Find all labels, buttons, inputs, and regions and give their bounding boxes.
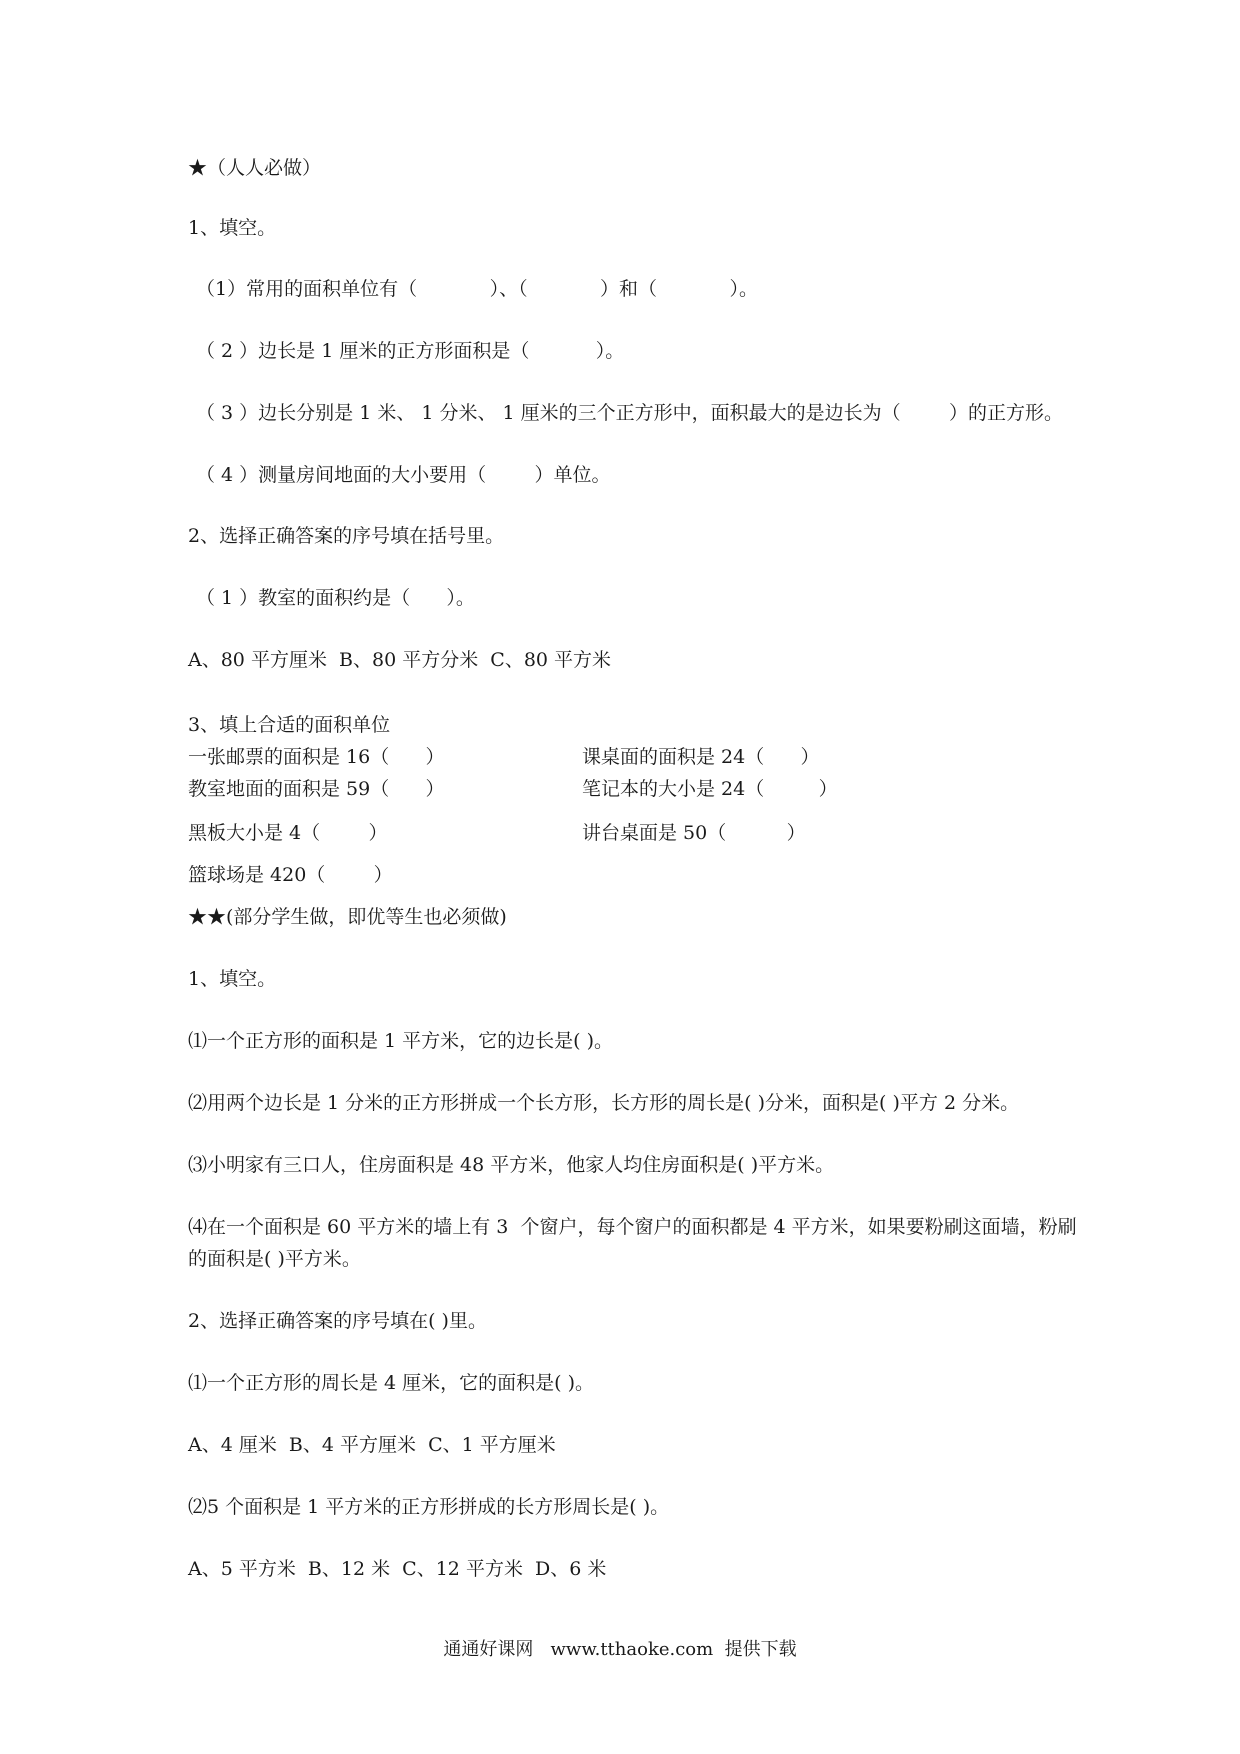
section2-q2-item-1: ⑴一个正方形的周长是 4 厘米，它的面积是( )。 <box>188 1372 595 1394</box>
section2-q1-item-4: ⑷在一个面积是 60 平方米的墙上有 3 个窗户，每个窗户的面积都是 4 平方米，如果要粉刷这面墙，粉刷 <box>188 1216 1077 1238</box>
section2-q1-item-3: ⑶小明家有三口人，住房面积是 48 平方米，他家人均住房面积是( )平方米。 <box>188 1154 835 1176</box>
section1-q3-right-3: 讲台桌面是 50（ ） <box>582 822 806 844</box>
section1-q3-left-1: 一张邮票的面积是 16（ ） <box>188 746 445 768</box>
section1-q1-title: 1、填空。 <box>188 217 277 239</box>
section2-q1-item-1: ⑴一个正方形的面积是 1 平方米，它的边长是( )。 <box>188 1030 614 1052</box>
section2-header: ★★(部分学生做，即优等生也必须做) <box>188 906 507 928</box>
section1-q2-title: 2、选择正确答案的序号填在括号里。 <box>188 525 505 547</box>
section2-q2-title: 2、选择正确答案的序号填在( )里。 <box>188 1310 487 1332</box>
section2-q1-item-2: ⑵用两个边长是 1 分米的正方形拼成一个长方形，长方形的周长是( )分米，面积是( )平方 2 分米。 <box>188 1092 1020 1114</box>
section1-q3-right-1: 课桌面的面积是 24（ ） <box>582 746 820 768</box>
page-footer: 通通好课网 www.tthaoke.com 提供下载 <box>443 1639 797 1660</box>
section2-q1-title: 1、填空。 <box>188 968 277 990</box>
section1-q3-left-3: 黑板大小是 4（ ） <box>188 822 388 844</box>
section2-q2-options-1: A、4 厘米 B、4 平方厘米 C、1 平方厘米 <box>188 1434 556 1456</box>
section2-q2-item-2: ⑵5 个面积是 1 平方米的正方形拼成的长方形周长是( )。 <box>188 1496 670 1518</box>
section1-q3-left-4: 篮球场是 420（ ） <box>188 864 393 886</box>
section2-q2-options-2: A、5 平方米 B、12 米 C、12 平方米 D、6 米 <box>188 1558 607 1580</box>
section1-q2-options: A、80 平方厘米 B、80 平方分米 C、80 平方米 <box>188 649 612 671</box>
section1-q1-item-4: （ 4 ）测量房间地面的大小要用（ ）单位。 <box>196 464 611 486</box>
section1-q1-item-1: （1）常用的面积单位有（ ）、（ ）和（ ）。 <box>196 278 759 300</box>
section1-q1-item-3: （ 3 ）边长分别是 1 米、 1 分米、 1 厘米的三个正方形中，面积最大的是边长为（ ）的正方形。 <box>196 402 1063 424</box>
section1-q1-item-2: （ 2 ）边长是 1 厘米的正方形面积是（ ）。 <box>196 340 625 362</box>
section1-q2-item: （ 1 ）教室的面积约是（ ）。 <box>196 587 475 609</box>
section1-q3-right-2: 笔记本的大小是 24（ ） <box>582 778 838 800</box>
section1-q3-left-2: 教室地面的面积是 59（ ） <box>188 778 445 800</box>
section1-header: ★（人人必做） <box>188 157 322 179</box>
section2-q1-item-4-cont: 的面积是( )平方米。 <box>188 1248 361 1270</box>
section1-q3-title: 3、填上合适的面积单位 <box>188 714 391 736</box>
